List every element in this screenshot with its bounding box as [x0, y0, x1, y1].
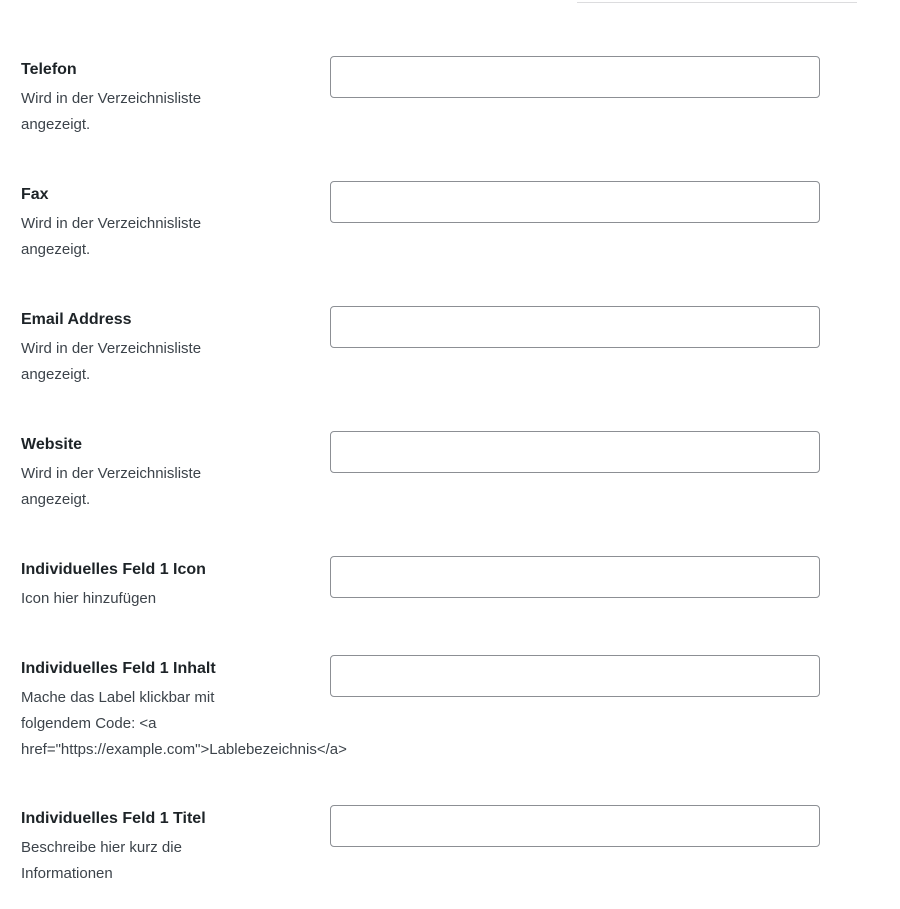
- field-label-group: [21, 435, 321, 513]
- field-label-group: [21, 659, 347, 763]
- field-label: Individuelles Feld 1 Icon: [21, 561, 206, 578]
- field-label-group: [21, 60, 321, 138]
- field-label: Email Address: [21, 311, 132, 328]
- field-label: Individuelles Feld 1 Titel: [21, 810, 206, 827]
- field-description: Mache das Label klickbar mit folgendem Code: <a href="https://example.com">Lablebezeichnis</a>: [21, 689, 347, 758]
- email-input[interactable]: [330, 306, 820, 348]
- custom-content-input[interactable]: [330, 655, 820, 697]
- top-divider: [577, 2, 857, 3]
- field-label: Website: [21, 436, 83, 453]
- field-description: Wird in der Verzeichnisliste angezeigt.: [21, 340, 202, 383]
- field-description: Beschreibe hier kurz die Informationen: [21, 839, 182, 882]
- field-description: Wird in der Verzeichnisliste angezeigt.: [21, 215, 202, 258]
- field-label-group: [21, 310, 321, 388]
- field-description: Wird in der Verzeichnisliste angezeigt.: [21, 465, 202, 508]
- telefon-input[interactable]: [330, 56, 820, 98]
- field-label: Fax: [21, 186, 49, 203]
- custom-icon-input[interactable]: [330, 556, 820, 598]
- field-label: Individuelles Feld 1 Inhalt: [21, 660, 216, 677]
- website-input[interactable]: [330, 431, 820, 473]
- field-label-group: [21, 809, 321, 887]
- field-description: Wird in der Verzeichnisliste angezeigt.: [21, 90, 202, 133]
- field-label-group: [21, 185, 321, 263]
- custom-title-input[interactable]: [330, 805, 820, 847]
- field-label: Telefon: [21, 61, 77, 78]
- field-description: Icon hier hinzufügen: [21, 590, 157, 607]
- fax-input[interactable]: [330, 181, 820, 223]
- field-label-group: [21, 560, 321, 612]
